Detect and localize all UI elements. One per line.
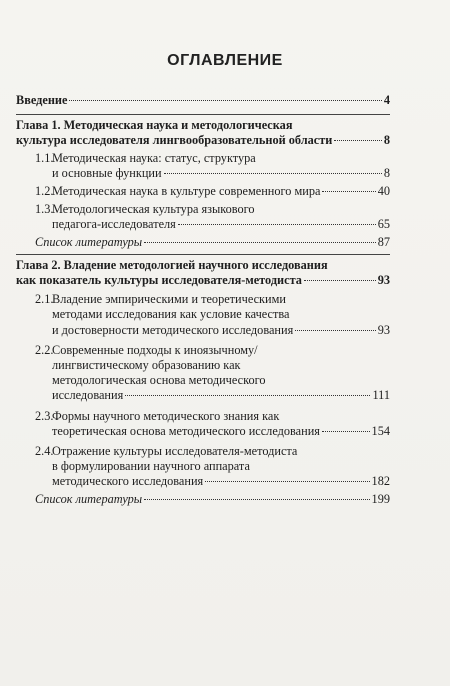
toc-entry-last-line xyxy=(16,133,390,148)
dot-leader xyxy=(125,394,370,396)
toc-entry-title-line: Глава 1. Методическая наука и методологическая xyxy=(16,118,293,133)
dot-leader xyxy=(144,241,376,243)
toc-entry-last-line xyxy=(16,273,390,288)
toc-page-number: 40 xyxy=(377,184,390,199)
toc-entry-last-line xyxy=(52,323,390,338)
toc-entry-chapter-1[interactable] xyxy=(16,118,390,148)
toc-entry-title-line: как показатель культуры исследователя-методиста xyxy=(16,273,302,288)
toc-entry-title-line: педагога-исследователя xyxy=(52,217,176,232)
dot-leader xyxy=(295,329,375,331)
toc-entry-last-line xyxy=(52,388,390,403)
dot-leader xyxy=(164,172,382,174)
toc-entry-title-line: Методическая наука: статус, структура xyxy=(52,150,256,165)
toc-entry-chapter-2[interactable] xyxy=(16,258,390,288)
toc-entry-title-line: Методологическая культура языкового xyxy=(52,202,255,217)
toc-entry-last-line xyxy=(35,492,390,507)
toc-page-number: 111 xyxy=(372,388,390,403)
toc-entry-title: Введение xyxy=(16,93,68,107)
dot-leader xyxy=(322,430,370,432)
section-number: 2.4. xyxy=(35,444,54,459)
toc-entry-references-1[interactable] xyxy=(35,235,390,250)
toc-entry-title-line: исследования xyxy=(52,388,124,403)
toc-entry-title-line: Отражение культуры исследователя-методиста xyxy=(52,444,298,459)
toc-page-number: 154 xyxy=(371,423,390,438)
section-number: 1.2. xyxy=(35,184,54,199)
toc-entry-title-line: методологическая основа методического xyxy=(52,373,266,388)
dot-leader xyxy=(322,190,375,192)
toc-entry-last-line xyxy=(52,474,390,489)
toc-entry-section-2-3[interactable] xyxy=(35,409,390,439)
dot-leader xyxy=(69,99,381,101)
toc-page-number: 65 xyxy=(377,217,390,232)
section-number: 2.3. xyxy=(35,408,54,423)
toc-entry-title-line: теоретическая основа методического исследования xyxy=(52,423,320,438)
section-number: 2.2. xyxy=(35,342,54,357)
toc-entry-title-line: методического исследования xyxy=(52,474,204,489)
dot-leader xyxy=(144,498,369,500)
toc-entry-title: Список литературы xyxy=(35,491,143,506)
toc-entry-section-2-1[interactable] xyxy=(35,292,390,338)
toc-entry-title-line: в формулировании научного аппарата xyxy=(52,459,250,474)
toc-page-number: 8 xyxy=(383,133,390,148)
toc-entry-title-line: Владение эмпирическими и теоретическими xyxy=(52,292,286,307)
toc-entry-title-line: и достоверности методического исследования xyxy=(52,322,294,337)
toc-entry-references-2[interactable] xyxy=(35,492,390,507)
toc-page-number: 182 xyxy=(371,474,390,489)
toc-page-number: 4 xyxy=(383,93,390,107)
divider xyxy=(16,254,390,255)
dot-leader xyxy=(334,139,381,141)
table-of-contents xyxy=(16,93,390,507)
toc-entry-section-2-2[interactable] xyxy=(35,343,390,404)
section-number: 1.3. xyxy=(35,202,54,217)
toc-entry-intro[interactable] xyxy=(16,93,390,108)
toc-entry-last-line xyxy=(52,184,390,199)
toc-page-number: 8 xyxy=(383,165,390,180)
page-title: ОГЛАВЛЕНИЕ xyxy=(167,52,283,69)
toc-entry-section-1-2[interactable] xyxy=(35,184,390,199)
toc-entry-title-line: Современные подходы к иноязычному/ xyxy=(52,342,258,357)
divider xyxy=(16,114,390,115)
toc-entry-last-line xyxy=(52,424,390,439)
toc-page-number: 93 xyxy=(377,273,390,288)
toc-entry-last-line xyxy=(35,235,390,250)
dot-leader xyxy=(304,279,376,281)
toc-entry-title-line: культура исследователя лингвообразовательной области xyxy=(16,133,333,148)
toc-entry-title-line: Формы научного методического знания как xyxy=(52,408,280,423)
section-number: 2.1. xyxy=(35,292,54,307)
toc-page-number: 199 xyxy=(371,491,390,506)
toc-entry-title-line: Глава 2. Владение методологией научного исследования xyxy=(16,257,328,272)
dot-leader xyxy=(178,223,376,225)
toc-entry-section-2-4[interactable] xyxy=(35,444,390,490)
toc-entry-title-line: методами исследования как условие качества xyxy=(52,307,290,322)
toc-entry-title: Список литературы xyxy=(35,234,143,249)
toc-entry-last-line xyxy=(52,166,390,181)
section-number: 1.1. xyxy=(35,150,54,165)
toc-entry-section-1-3[interactable] xyxy=(35,202,390,232)
toc-page-number: 87 xyxy=(377,234,390,249)
dot-leader xyxy=(205,480,369,482)
toc-entry-title-line: Методическая наука в культуре современного мира xyxy=(52,184,321,199)
toc-entry-section-1-1[interactable] xyxy=(35,151,390,181)
toc-page-number: 93 xyxy=(377,322,390,337)
toc-entry-title-line: и основные функции xyxy=(52,165,162,180)
toc-entry-last-line xyxy=(52,217,390,232)
toc-entry-title-line: лингвистическому образованию как xyxy=(52,358,241,373)
